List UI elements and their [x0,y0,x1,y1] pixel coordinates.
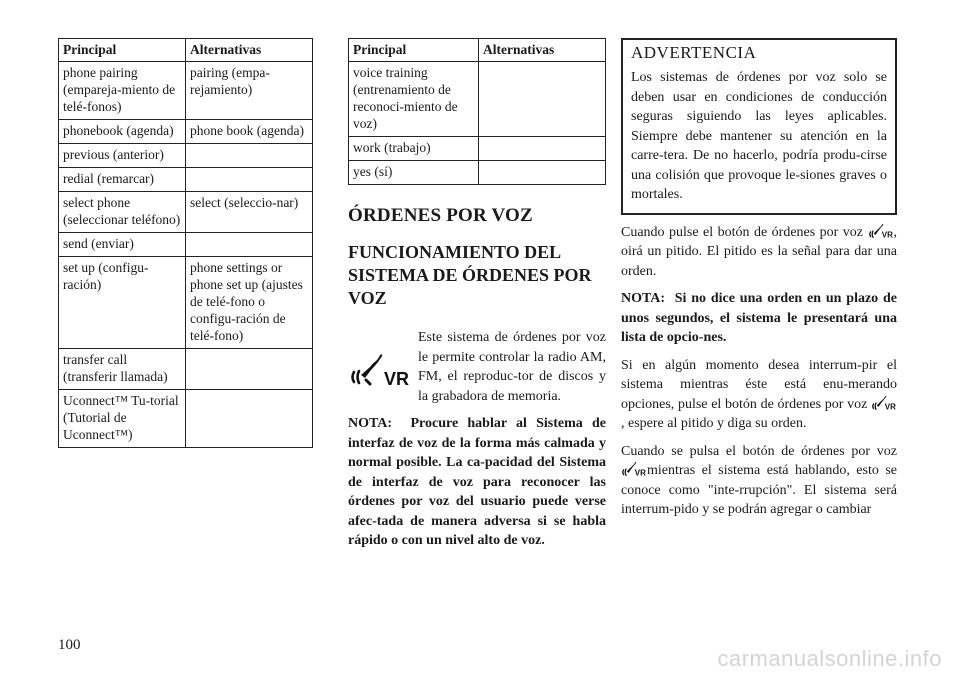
cell-alternativas [479,62,606,137]
cell-principal: yes (sí) [349,161,479,185]
paragraph-text: mientras el sistema está hablando, esto se conoce como "inte-rrupción". El sistema será interrum-pido y se podrán agregar o cambiar [621,463,897,517]
table-row [59,144,313,168]
cell-alternativas: pairing (empa-rejamiento) [186,62,313,120]
cell-principal: work (trabajo) [349,137,479,161]
svg-text:VR: VR [634,468,646,477]
note-speak-calmly [348,414,606,551]
paragraph-press-button [621,223,897,282]
header-principal: Principal [59,39,186,62]
voice-command-icon [621,461,647,477]
section-title: ÓRDENES POR VOZ [348,205,533,226]
voice-command-icon [348,350,412,390]
middle-column [348,38,606,559]
intro-text-top [418,328,606,406]
svg-text:VR: VR [884,401,896,411]
page-number: 100 [58,637,81,653]
commands-table-left [58,38,313,448]
table-row [59,390,313,448]
paragraph-text: , espere al pitido y diga su orden. [621,416,807,431]
watermark: carmanualsonline.info [717,646,942,671]
right-column [621,38,897,528]
table-row [59,349,313,390]
table-row [59,120,313,144]
header-alternativas: Alternativas [479,39,606,62]
table-header-row [349,39,606,62]
cell-principal: set up (configu-ración) [59,257,186,349]
table-row [59,62,313,120]
table-row [59,192,313,233]
cell-principal: previous (anterior) [59,144,186,168]
intro-text: Este sistema de órdenes por voz le permite controlar la radio AM, FM, el reproduc-tor de discos y la grabadora de memoria. [418,330,606,404]
cell-principal: Uconnect™ Tu-torial (Tutorial de Uconnect™) [59,390,186,448]
cell-principal: phonebook (agenda) [59,120,186,144]
table-header-row [59,39,313,62]
header-alternativas: Alternativas [186,39,313,62]
header-principal: Principal [349,39,479,62]
note-text: Procure hablar al Sistema de interfaz de voz de la forma más calmada y normal posible. La ca-pacidad del Sistema de interfaz de voz para reconocer las órdenes por voz del usuario puede verse afec-tada de manera adversa si se habla rápido o con un nivel alto de voz. [348,416,606,548]
warning-title: ADVERTENCIA [631,43,757,62]
note-label: NOTA: [621,291,666,306]
left-column [58,38,313,448]
note-no-command [621,289,897,348]
cell-principal: select phone (seleccionar teléfono) [59,192,186,233]
cell-alternativas [186,390,313,448]
cell-principal: phone pairing (empareja-miento de telé-fonos) [59,62,186,120]
table-row [59,233,313,257]
cell-principal: voice training (entrenamiento de reconoci-miento de voz) [349,62,479,137]
table-row [349,161,606,185]
cell-alternativas [186,233,313,257]
cell-principal: redial (remarcar) [59,168,186,192]
paragraph-barge-in [621,442,897,520]
paragraph-interrupt [621,356,897,434]
table-row [349,62,606,137]
warning-box [621,38,897,215]
commands-table-right [348,38,606,185]
note-label: NOTA: [348,416,393,431]
table-row [59,168,313,192]
voice-command-icon [871,395,897,411]
cell-alternativas [186,349,313,390]
paragraph-text: Si en algún momento desea interrum-pir el sistema mientras éste está enu-merando opciones, pulse el botón de órdenes por voz [621,357,897,412]
cell-alternativas [186,144,313,168]
svg-text:VR: VR [881,229,893,239]
cell-principal: send (enviar) [59,233,186,257]
paragraph-text: Cuando pulse el botón de órdenes por voz [621,224,864,240]
subsection-title: FUNCIONAMIENTO DEL SISTEMA DE ÓRDENES POR VOZ [348,242,592,308]
voice-command-icon [868,223,894,239]
cell-alternativas: select (seleccio-nar) [186,192,313,233]
cell-alternativas: phone book (agenda) [186,120,313,144]
cell-alternativas: phone settings or phone set up (ajustes de telé-fono o configu-ración de telé-fono) [186,257,313,349]
paragraph-text: Cuando se pulsa el botón de órdenes por voz [621,443,897,459]
intro-block [348,328,606,406]
cell-alternativas [479,137,606,161]
note-text: Si no dice una orden en un plazo de unos segundos, el sistema le presentará una lista de opcio-nes. [621,291,897,345]
table-row [59,257,313,349]
paragraph-text: , oirá un pitido. El pitido es la señal para dar una orden. [621,224,898,279]
svg-text:VR: VR [384,369,410,389]
cell-alternativas [186,168,313,192]
cell-principal: transfer call (transferir llamada) [59,349,186,390]
cell-alternativas [479,161,606,185]
table-row [349,137,606,161]
warning-text: Los sistemas de órdenes por voz solo se deben usar en condiciones de conducción seguras siguiendo las leyes aplicables. Siempre debe mantener su atención en la carre-tera. De no hacerlo, podría produ-cirse una colisión que provoque le-siones graves o mortales. [631,70,887,202]
